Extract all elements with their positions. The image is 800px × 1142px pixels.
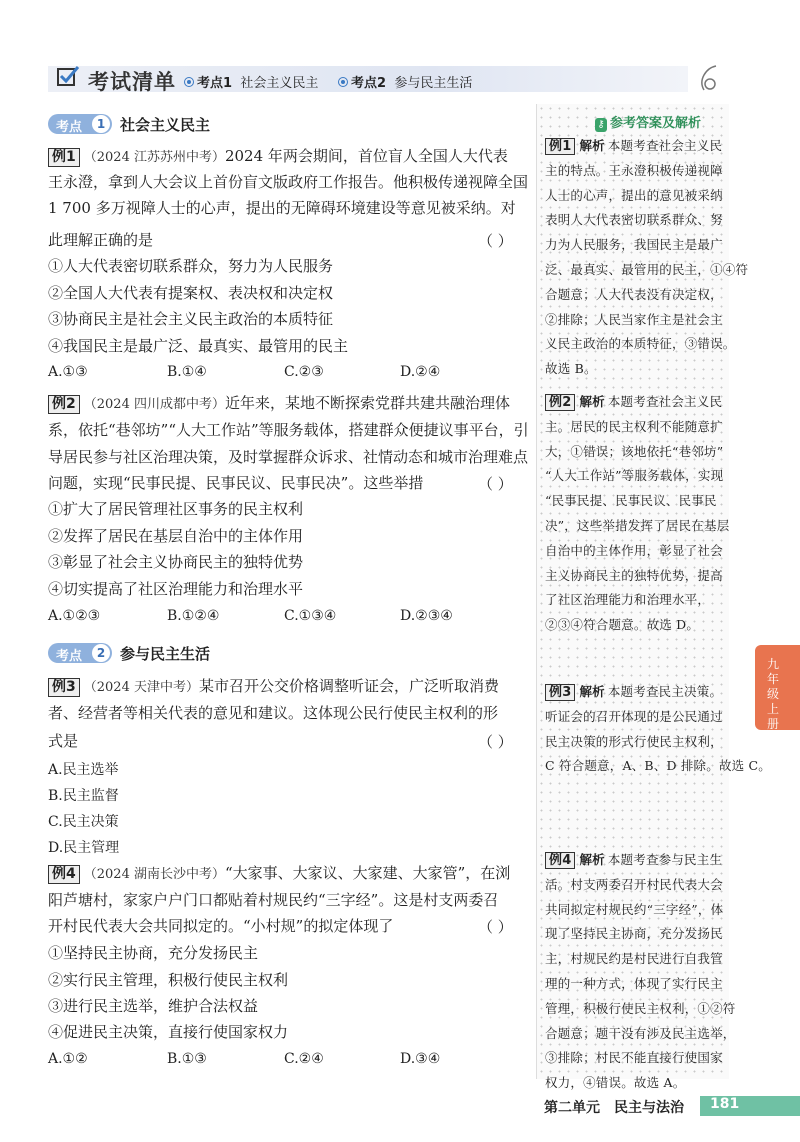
a2-line: ②③④符合题意。故选 D。 xyxy=(545,617,700,633)
ex1-option-a: A.①③ xyxy=(48,364,88,380)
answer-sidebar xyxy=(536,104,771,1091)
key-point-title: 社会主义民主 xyxy=(120,116,211,134)
ex3-option-d: D.民主管理 xyxy=(48,840,120,856)
ex1-option-b: B.①④ xyxy=(167,364,207,380)
a4-line: 理的一种方式，体现了实行民主 xyxy=(545,976,723,991)
ex2-line-1: 例2 （2024 四川成都中考）近年来，某地不断探索党群共建共融治理体 xyxy=(48,393,510,415)
answer-blank: （ ） xyxy=(478,232,513,250)
ex2-item-1: ①扩大了居民管理社区事务的民主权利 xyxy=(48,500,304,518)
ex1-item-1: ①人大代表密切联系群众，努力为人民服务 xyxy=(48,257,334,275)
ex4-option-b: B.①③ xyxy=(167,1051,207,1067)
a2-line: “民事民提、民事民议、民事民 xyxy=(545,493,717,509)
example-tag: 例1 xyxy=(48,148,80,167)
key-point-badge: 考点 1 xyxy=(48,114,112,134)
a1-line: 力为人民服务，我国民主是最广 xyxy=(545,237,723,253)
a1-line: 表明人大代表密切联系群众、努 xyxy=(545,212,723,228)
ex2-option-a: A.①②③ xyxy=(48,608,101,624)
ex2-line-3: 导居民参与社区治理决策，及时掌握群众诉求、社情动态和城市治理难点 xyxy=(48,448,529,466)
ex2-item-2: ②发挥了居民在基层自治中的主体作用 xyxy=(48,527,304,545)
ex3-option-a: A.民主选举 xyxy=(48,762,119,778)
a1-line: 人士的心声，提出的意见被采纳 xyxy=(545,187,723,203)
bullet-icon xyxy=(338,77,348,87)
ex2-line-2: 系，依托“巷邻坊”“人大工作站”等服务载体，搭建群众便捷议事平台，引 xyxy=(48,421,529,439)
ex4-option-c: C.②④ xyxy=(284,1051,324,1067)
a2-line: 例2 解析 本题考查社会主义民 xyxy=(545,393,722,411)
example-tag: 例2 xyxy=(545,394,575,411)
swirl-decoration-icon xyxy=(698,62,722,92)
a4-line: 现了坚持民主协商，充分发扬民 xyxy=(545,926,723,942)
header-title: 考试清单 xyxy=(88,70,176,94)
ex2-item-3: ③彰显了社会主义协商民主的独特优势 xyxy=(48,553,304,571)
a1-line: ②排除；人民当家作主是社会主 xyxy=(545,311,723,327)
example-tag: 例3 xyxy=(48,678,80,697)
page-number: 181 xyxy=(710,1096,740,1112)
ex1-line-2: 王永澄，拿到人大会议上首份盲文版政府工作报告。他积极传递视障全国 xyxy=(48,173,529,191)
a2-line: “人大工作站”等服务载体，实现 xyxy=(545,468,724,484)
footer-unit: 第二单元 民主与法治 xyxy=(544,1100,684,1116)
ex2-option-c: C.①③④ xyxy=(284,608,337,624)
a2-line: 了社区治理能力和治理水平， xyxy=(545,592,711,608)
ex3-line-3: 式是 xyxy=(48,732,79,750)
a4-line: ③排除；村民不能直接行使国家 xyxy=(545,1050,723,1066)
a1-line: 合题意；人大代表没有决定权， xyxy=(545,286,723,302)
ex4-item-3: ③进行民主选举，维护合法权益 xyxy=(48,997,259,1015)
ex1-item-2: ②全国人大代表有提案权、表决权和决定权 xyxy=(48,284,334,302)
a4-line: 合题意；题干没有涉及民主选举， xyxy=(545,1025,736,1041)
ex4-line-2: 阳芦塘村，家家户户门口都贴着村规民约“三字经”。这是村支两委召 xyxy=(48,891,499,909)
ex2-option-d: D.②③④ xyxy=(400,608,453,624)
ex4-line-3: 开村民代表大会共同拟定的。“小村规”的拟定体现了 xyxy=(48,917,394,935)
bullet-icon xyxy=(184,77,194,87)
a2-line: 决”，这些举措发挥了居民在基层 xyxy=(545,518,730,533)
a2-line: 自治中的主体作用，彰显了社会 xyxy=(545,542,723,558)
example-tag: 例4 xyxy=(545,852,575,869)
a3-line: 例3 解析 本题考查民主决策。 xyxy=(545,683,722,701)
a4-line: 活。村支两委召开村民代表大会 xyxy=(545,876,723,892)
a1-line: 泛、最真实、最管用的民主，①④符 xyxy=(545,262,749,277)
a4-line: 权力，④错误。故选 A。 xyxy=(545,1075,686,1091)
a1-line: 例1 解析 本题考查社会主义民 xyxy=(545,137,722,155)
ex3-line-1: 例3 （2024 天津中考）某市召开公交价格调整听证会，广泛听取消费 xyxy=(48,676,499,698)
ex1-item-4: ④我国民主是最广泛、最真实、最管用的民主 xyxy=(48,337,349,355)
a4-line: 管理，积极行使民主权利，①②符 xyxy=(545,1000,736,1016)
ex1-item-3: ③协商民主是社会主义民主政治的本质特征 xyxy=(48,310,334,328)
a3-line: 听证会的召开体现的是公民通过 xyxy=(545,708,723,724)
checkbox-check-icon xyxy=(56,64,80,88)
ex3-option-b: B.民主监督 xyxy=(48,788,119,804)
a4-line: 主，村规民约是村民进行自我管 xyxy=(545,951,723,967)
a2-line: 主义协商民主的独特优势，提高 xyxy=(545,567,723,583)
a1-line: 故选 B。 xyxy=(545,361,597,377)
ex4-line-1: 例4 （2024 湖南长沙中考）“大家事、大家议、大家建、大家管”，在浏 xyxy=(48,863,510,885)
key-point-title: 参与民主生活 xyxy=(120,645,211,663)
ex2-option-b: B.①②④ xyxy=(167,608,220,624)
answer-section-title: ⚷ 参考答案及解析 xyxy=(595,112,701,132)
answer-blank: （ ） xyxy=(478,918,513,936)
key-icon: ⚷ xyxy=(595,118,607,132)
ex1-option-c: C.②③ xyxy=(284,364,324,380)
exam-checklist-header xyxy=(48,62,708,96)
example-tag: 例2 xyxy=(48,395,80,414)
ex1-line-4: 此理解正确的是 xyxy=(48,231,154,249)
a1-line: 义民主政治的本质特征，③错误。 xyxy=(545,336,736,352)
ex1-line-1: 例1 （2024 江苏苏州中考）2024 年两会期间，首位盲人全国人大代表 xyxy=(48,146,508,168)
ex1-line-3: 1 700 多万视障人士的心声，提出的无障碍环境建设等意见被采纳。对 xyxy=(48,199,516,217)
ex2-line-4: 问题，实现“民事民提、民事民议、民事民决”。这些举措 xyxy=(48,474,424,492)
a3-line: C 符合题意，A、B、D 排除。故选 C。 xyxy=(545,758,771,774)
answer-blank: （ ） xyxy=(478,475,513,493)
answer-blank: （ ） xyxy=(478,733,513,751)
example-tag: 例1 xyxy=(545,138,575,155)
a3-line: 民主决策的形式行使民主权利， xyxy=(545,733,723,749)
key-point-badge: 考点 2 xyxy=(48,643,112,663)
grade-volume-tab: 九年级上册 xyxy=(755,645,800,730)
a4-line: 例4 解析 本题考查参与民主生 xyxy=(545,851,722,869)
header-point-1: 考点1 社会主义民主 xyxy=(184,72,318,91)
a2-line: 大，①错误；该地依托“巷邻坊” xyxy=(545,443,724,459)
example-tag: 例4 xyxy=(48,865,80,884)
ex2-item-4: ④切实提高了社区治理能力和治理水平 xyxy=(48,580,304,598)
ex4-item-2: ②实行民主管理，积极行使民主权利 xyxy=(48,971,289,989)
ex3-line-2: 者、经营者等相关代表的意见和建议。这体现公民行使民主权利的形 xyxy=(48,704,499,722)
example-tag: 例3 xyxy=(545,684,575,701)
a4-line: 共同拟定村规民约“三字经”，体 xyxy=(545,901,724,917)
ex4-item-1: ①坚持民主协商，充分发扬民主 xyxy=(48,944,259,962)
ex1-option-d: D.②④ xyxy=(400,364,441,380)
ex4-option-a: A.①② xyxy=(48,1051,88,1067)
header-point-2: 考点2 参与民主生活 xyxy=(338,72,472,91)
ex4-item-4: ④促进民主决策，直接行使国家权力 xyxy=(48,1023,289,1041)
a2-line: 主。居民的民主权利不能随意扩 xyxy=(545,418,723,434)
ex3-option-c: C.民主决策 xyxy=(48,814,119,830)
ex4-option-d: D.③④ xyxy=(400,1051,441,1067)
a1-line: 主的特点。王永澄积极传递视障 xyxy=(545,162,723,178)
